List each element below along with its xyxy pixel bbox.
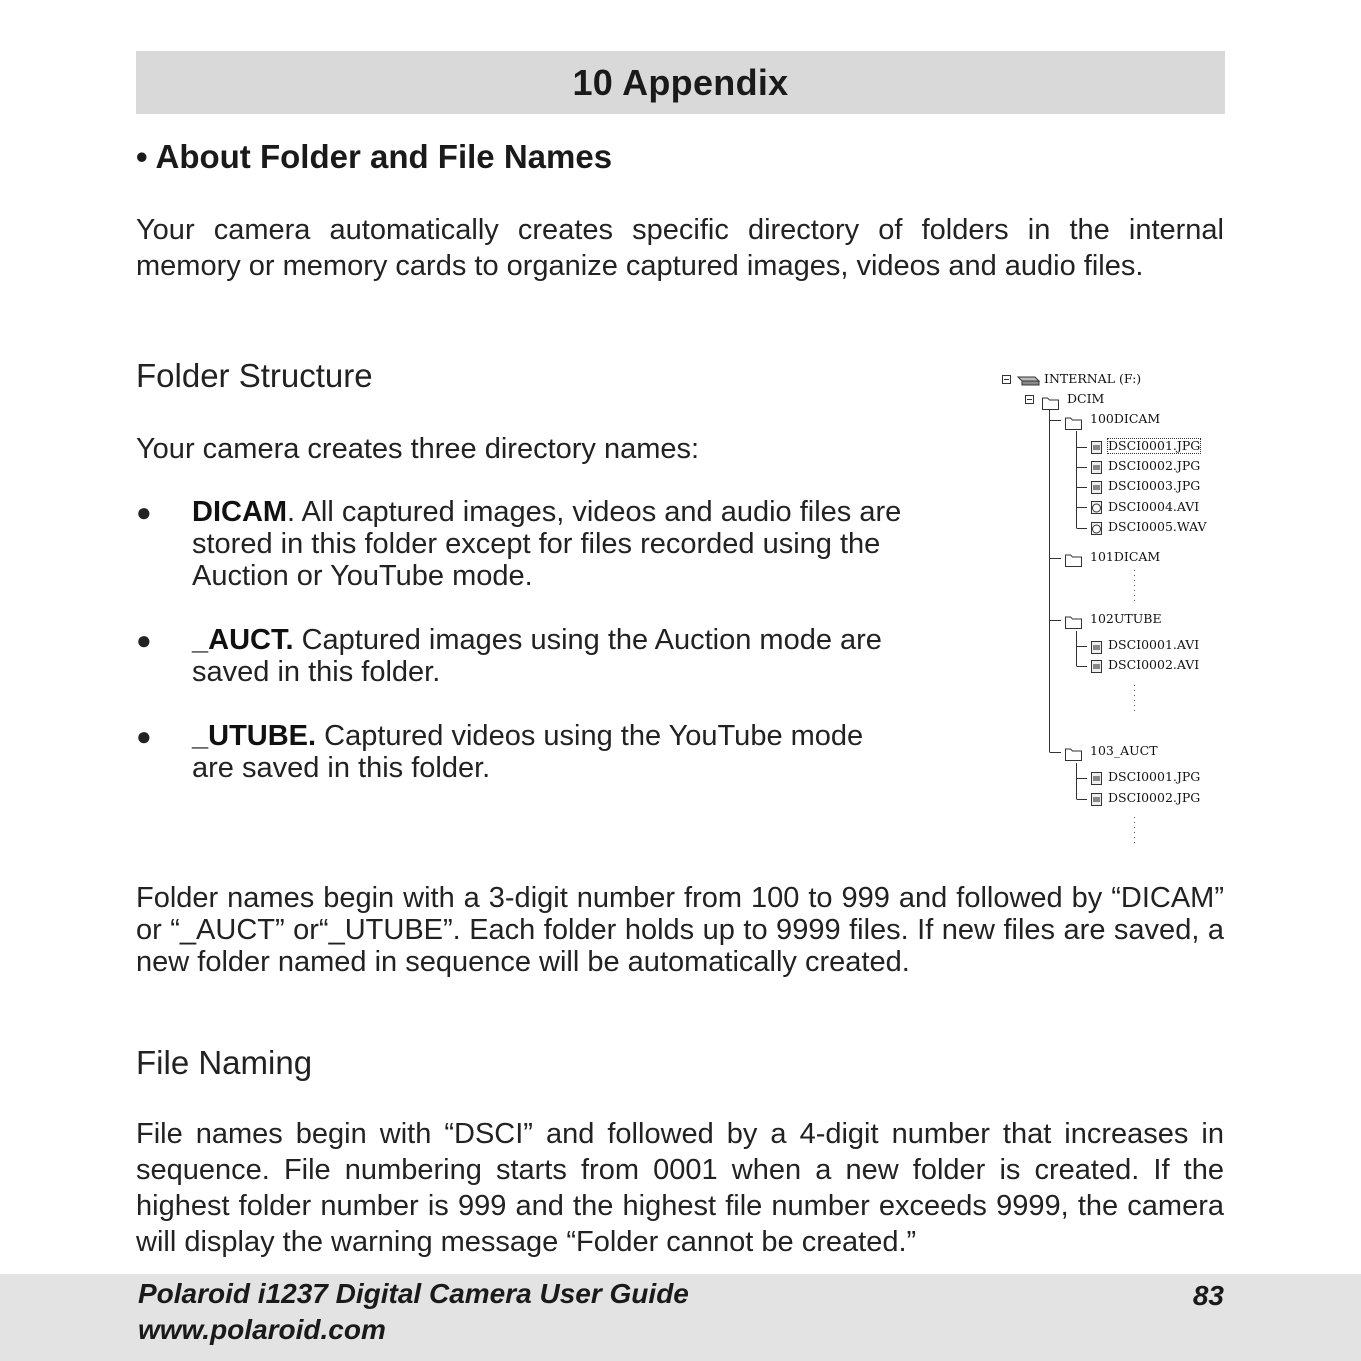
- tree-node-file: DSCI0005.WAV: [1108, 519, 1207, 534]
- tree-node-file: DSCI0002.JPG: [1108, 790, 1201, 805]
- bullet-term: DICAM: [192, 496, 288, 528]
- bullet-text: Captured images using the Auction mode are saved in this folder.: [192, 624, 882, 688]
- footer-website: www.polaroid.com: [138, 1314, 386, 1345]
- media-file-icon: [1092, 502, 1102, 535]
- drive-icon: [1018, 377, 1039, 385]
- page-footer: [0, 1274, 1361, 1361]
- bullet-text: . All captured images, videos and audio files are stored in this folder except for files recorded using the Auction or YouTube mode.: [192, 496, 902, 592]
- tree-node-file: DSCI0003.JPG: [1108, 478, 1201, 493]
- file-naming-heading: File Naming: [136, 1044, 313, 1081]
- bullet-term: _UTUBE.: [192, 720, 317, 752]
- tree-node-root: INTERNAL (F:): [1044, 371, 1142, 386]
- tree-node-folder: 102UTUBE: [1090, 611, 1162, 626]
- tree-node-dcim: DCIM: [1067, 391, 1105, 406]
- tree-node-folder: 100DICAM: [1090, 411, 1161, 426]
- bullet-text: Captured videos using the YouTube mode are saved in this folder.: [192, 720, 864, 784]
- folder-icon: [1043, 398, 1082, 761]
- folder-tree-illustration: [995, 365, 1225, 855]
- file-naming-paragraph: File names begin with “DSCI” and followed by a 4-digit number that increases in sequence. File numbering starts from 0001 when a new folder is created. If the highest folder number is 999 and the highest file number exceeds 9999, the camera will display the warning message “Folder cannot be created.”: [136, 1118, 1224, 1258]
- intro-paragraph: Your camera automatically creates specific directory of folders in the internal memory or memory cards to organize captured images, videos and audio files.: [136, 214, 1224, 282]
- bullet-term: _AUCT.: [192, 624, 294, 656]
- tree-node-file: DSCI0004.AVI: [1108, 499, 1200, 514]
- folder-names-paragraph: Folder names begin with a 3-digit number from 100 to 999 and followed by “DICAM” or “_AUCT” or“_UTUBE”. Each folder holds up to 9999 files. If new files are saved, a new folder named in sequence will be automatically created.: [136, 882, 1224, 978]
- tree-node-file: DSCI0002.AVI: [1108, 657, 1200, 672]
- section-title: • About Folder and File Names: [136, 138, 613, 175]
- tree-node-folder: 101DICAM: [1090, 549, 1161, 564]
- chapter-header-bar: [136, 51, 1225, 114]
- footer-guide-title: Polaroid i1237 Digital Camera User Guide: [138, 1278, 689, 1309]
- tree-node-file: DSCI0001.JPG: [1108, 769, 1201, 784]
- bullet-dot-icon: ●: [136, 625, 152, 655]
- page-number: 83: [1192, 1280, 1224, 1311]
- tree-node-file: DSCI0001.JPG: [1108, 438, 1201, 453]
- tree-node-folder: 103_AUCT: [1090, 743, 1158, 758]
- tree-node-file: DSCI0001.AVI: [1108, 637, 1200, 652]
- bullet-dot-icon: ●: [136, 721, 152, 751]
- folder-structure-heading: Folder Structure: [136, 357, 373, 394]
- bullet-dot-icon: ●: [136, 497, 152, 527]
- chapter-title: 10 Appendix: [572, 61, 789, 103]
- folder-structure-lead: Your camera creates three directory names:: [136, 433, 700, 465]
- tree-node-file: DSCI0002.JPG: [1108, 458, 1201, 473]
